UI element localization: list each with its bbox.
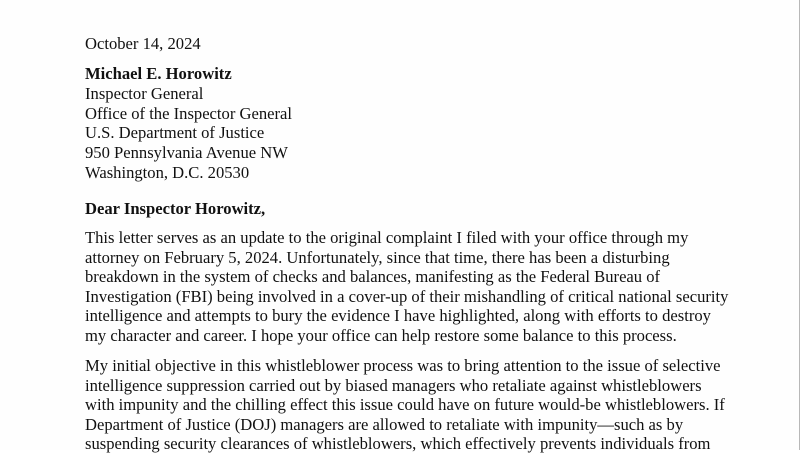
recipient-office: Office of the Inspector General: [85, 104, 293, 123]
paragraph-line: breakdown in the system of checks and balances, manifesting as the Federal Bureau of: [85, 267, 661, 286]
letter-date: October 14, 2024: [85, 34, 201, 53]
recipient-title: Inspector General: [85, 84, 204, 103]
recipient-city: Washington, D.C. 20530: [85, 163, 250, 182]
recipient-street: 950 Pennsylvania Avenue NW: [85, 143, 288, 162]
paragraph-line: intelligence suppression carried out by biased managers who retaliate against whistleblowers: [85, 375, 702, 395]
paragraph-line: This letter serves as an update to the original complaint I filed with your office through my: [85, 228, 689, 247]
paragraph-line: my character and career. I hope your office can help restore some balance to this process.: [85, 325, 677, 345]
recipient-name: Michael E. Horowitz: [85, 64, 232, 83]
paragraph-line: attorney on February 5, 2024. Unfortunately, since that time, there has been a disturbing: [85, 247, 670, 267]
paragraph-line: Department of Justice (DOJ) managers are allowed to retaliate with impunity—such as by: [85, 414, 684, 434]
recipient-department: U.S. Department of Justice: [85, 123, 265, 142]
paragraph-line: intelligence and attempts to bury the evidence I have highlighted, along with efforts to destroy: [85, 306, 711, 325]
paragraph-line: with impunity and the chilling effect this issue could have on future would-be whistleblowers. If: [85, 395, 725, 414]
paragraph-line: suspending security clearances of whistleblowers, which effectively prevents individuals from: [85, 434, 711, 453]
salutation: Dear Inspector Horowitz,: [85, 199, 266, 218]
paragraph-line: Investigation (FBI) being involved in a cover-up of their mishandling of critical national security: [85, 286, 729, 306]
paragraph-line: My initial objective in this whistleblower process was to bring attention to the issue of selective: [85, 356, 721, 375]
